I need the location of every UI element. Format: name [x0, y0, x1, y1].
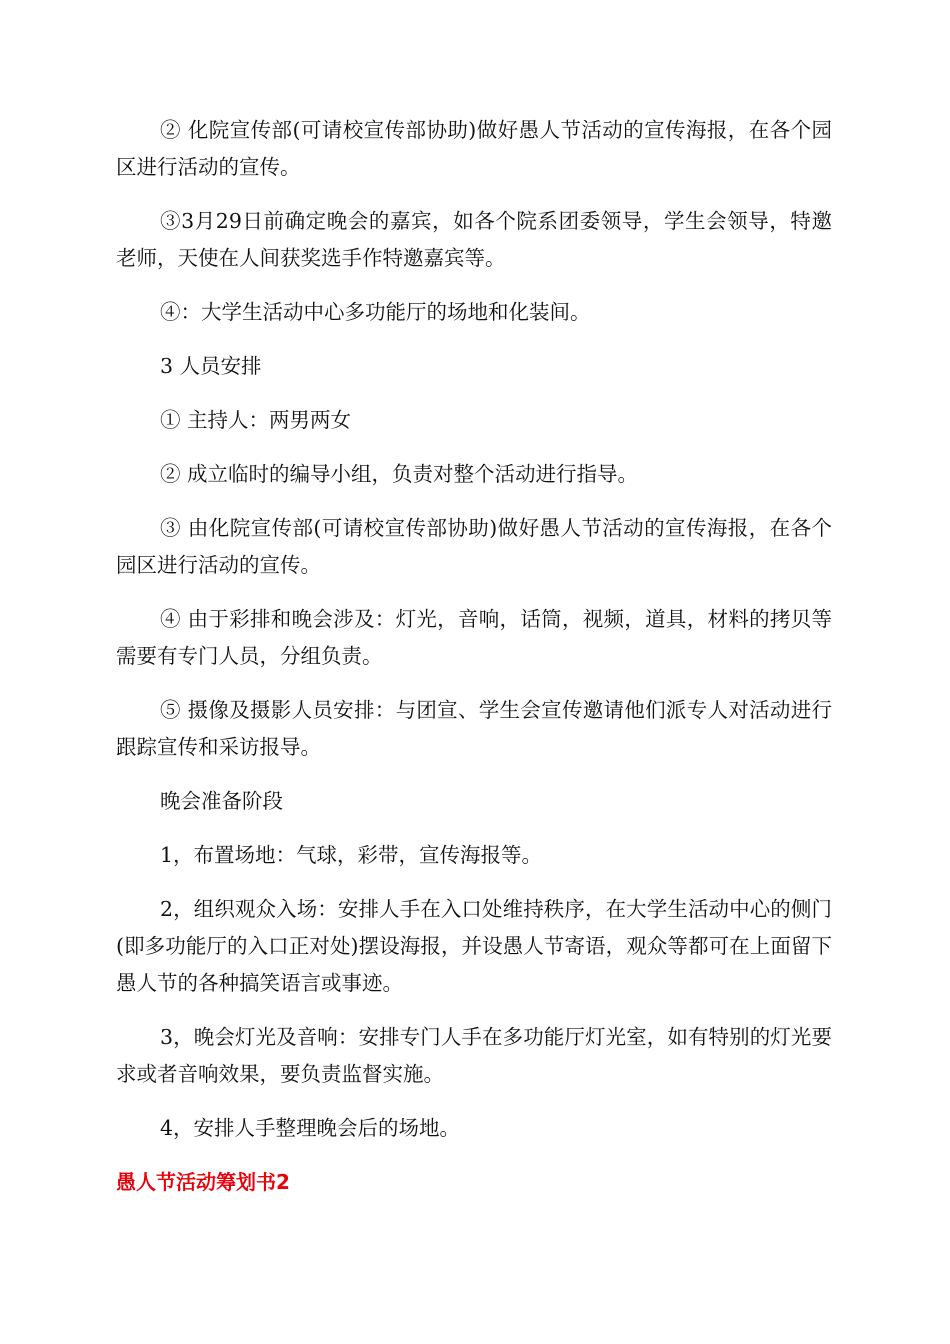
paragraph-lighting-sound: 3，晚会灯光及音响：安排专门人手在多功能厅灯光室，如有特别的灯光要求或者音响效果，要负责监督实施。 — [116, 1025, 832, 1086]
paragraph-prep-stage: 晚会准备阶段 — [160, 789, 283, 813]
document-page — [116, 112, 832, 1201]
paragraph-venue: ④：大学生活动中心多功能厅的场地和化装间。 — [160, 300, 591, 324]
paragraph-audience-entry: 2，组织观众入场：安排人手在入口处维持秩序，在大学生活动中心的侧门(即多功能厅的入口正对处)摆设海报，并设愚人节寄语，观众等都可在上面留下愚人节的各种搞笑语言或事迹。 — [116, 897, 832, 995]
paragraph-guests: ③3月29日前确定晚会的嘉宾，如各个院系团委领导，学生会领导，特邀老师，天使在人间获奖选手作特邀嘉宾等。 — [116, 209, 832, 270]
paragraph-equipment-staff: ④ 由于彩排和晚会涉及：灯光，音响，话筒，视频，道具，材料的拷贝等需要有专门人员，分组负责。 — [116, 607, 832, 668]
paragraph-directing-group: ② 成立临时的编导小组，负责对整个活动进行指导。 — [160, 462, 639, 486]
paragraph-hosts: ① 主持人：两男两女 — [160, 408, 352, 432]
paragraph-publicity-team: ③ 由化院宣传部(可请校宣传部协助)做好愚人节活动的宣传海报，在各个园区进行活动的宣传。 — [116, 516, 832, 577]
paragraph-venue-setup: 1，布置场地：气球，彩带，宣传海报等。 — [160, 843, 543, 867]
section-heading: 愚人节活动筹划书2 — [116, 1170, 290, 1194]
paragraph-photography: ⑤ 摄像及摄影人员安排：与团宣、学生会宣传邀请他们派专人对活动进行跟踪宣传和采访报导。 — [116, 698, 832, 759]
paragraph-staff-heading: 3 人员安排 — [160, 354, 262, 378]
paragraph-cleanup: 4，安排人手整理晚会后的场地。 — [160, 1116, 461, 1140]
paragraph-publicity-poster: ② 化院宣传部(可请校宣传部协助)做好愚人节活动的宣传海报，在各个园区进行活动的宣传。 — [116, 118, 832, 179]
